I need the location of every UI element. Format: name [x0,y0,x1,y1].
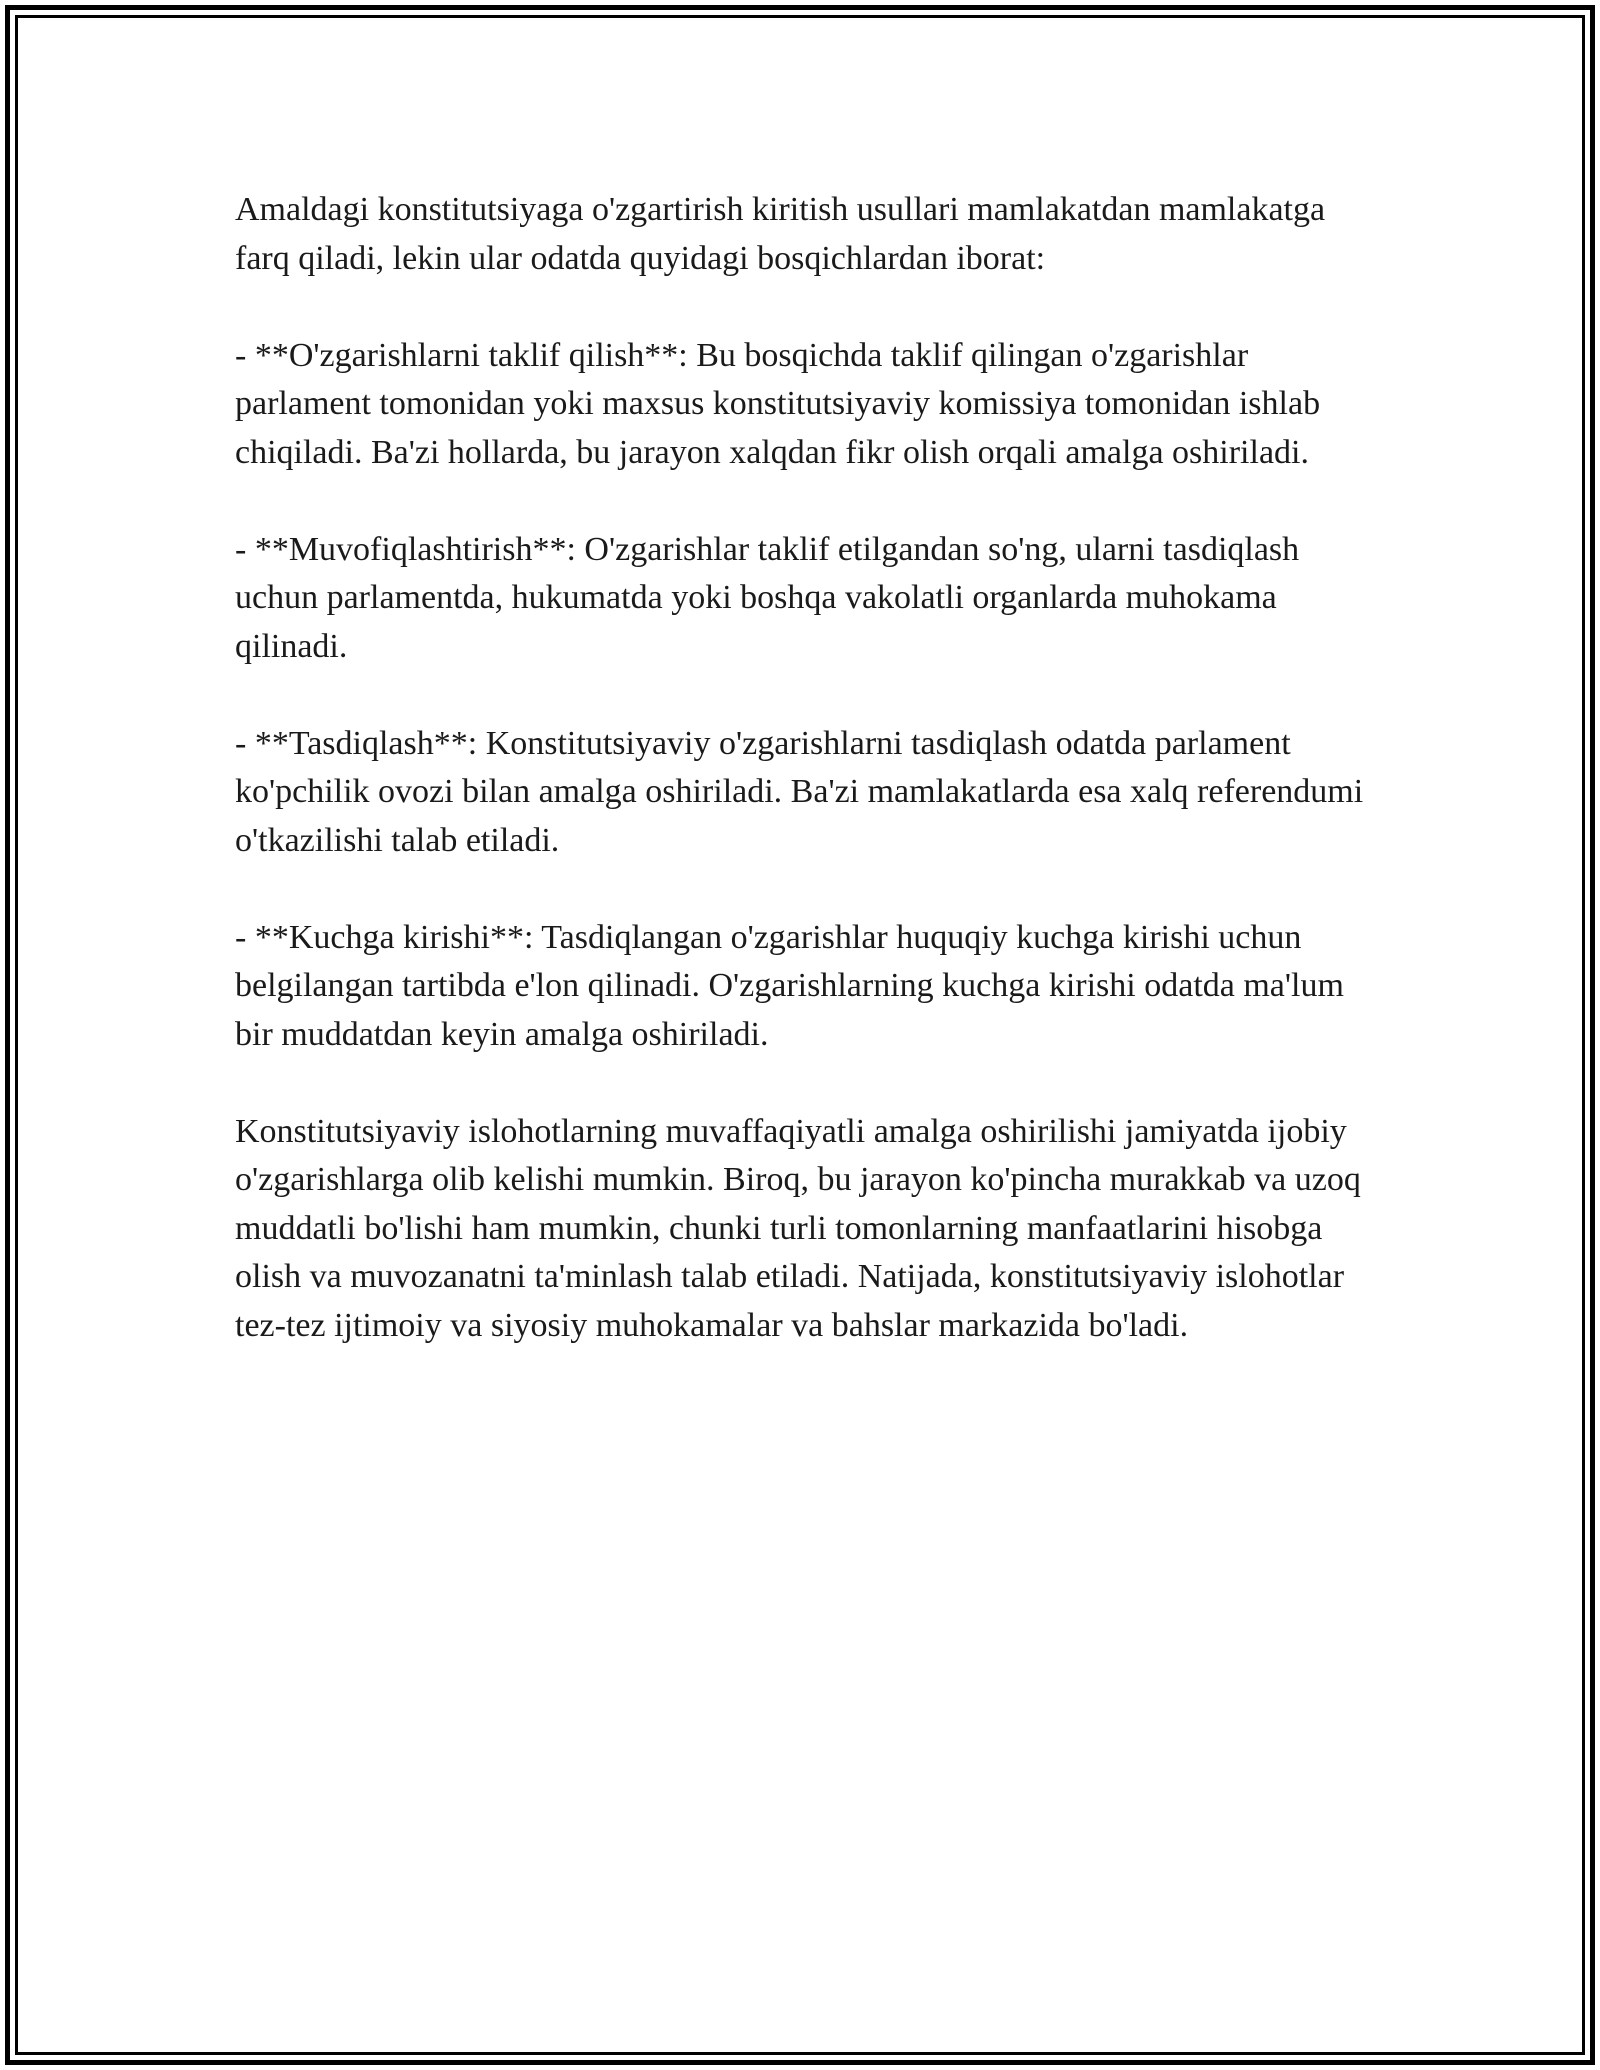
document-body [235,186,1375,1399]
list-item-approval: - **Tasdiqlash**: Konstitutsiyaviy o'zgarishlarni tasdiqlash odatda parlament ko'pchilik ovozi bilan amalga oshiriladi. Ba'zi mamlakatlarda esa xalq referendumi o'tkazilishi talab etiladi. [235,724,1364,859]
list-item-entry-into-force: - **Kuchga kirishi**: Tasdiqlangan o'zgarishlar huquqiy kuchga kirishi uchun belgilangan tartibda e'lon qilinadi. O'zgarishlarning kuchga kirishi odatda ma'lum bir muddatdan keyin amalga oshiriladi. [235,918,1344,1053]
list-item-coordination: - **Muvofiqlashtirish**: O'zgarishlar taklif etilgandan so'ng, ularni tasdiqlash uchun parlamentda, hukumatda yoki boshqa vakolatli organlarda muhokama qilinadi. [235,530,1300,665]
intro-paragraph: Amaldagi konstitutsiyaga o'zgartirish kiritish usullari mamlakatdan mamlakatga farq qiladi, lekin ular odatda quyidagi bosqichlardan iborat: [235,191,1326,277]
list-item-proposal: - **O'zgarishlarni taklif qilish**: Bu bosqichda taklif qilingan o'zgarishlar parlament tomonidan yoki maxsus konstitutsiyaviy komissiya tomonidan ishlab chiqiladi. Ba'zi hollarda, bu jarayon xalqdan fikr olish orqali amalga oshiriladi. [235,336,1321,471]
conclusion-paragraph: Konstitutsiyaviy islohotlarning muvaffaqiyatli amalga oshirilishi jamiyatda ijobiy o'zgarishlarga olib kelishi mumkin. Biroq, bu jarayon ko'pincha murakkab va uzoq muddatli bo'lishi ham mumkin, chunki turli tomonlarning manfaatlarini hisobga olish va muvozanatni ta'minlash talab etiladi. Natijada, konstitutsiyaviy islohotlar tez-tez ijtimoiy va siyosiy muhokamalar va bahslar markazida bo'ladi. [235,1112,1361,1344]
